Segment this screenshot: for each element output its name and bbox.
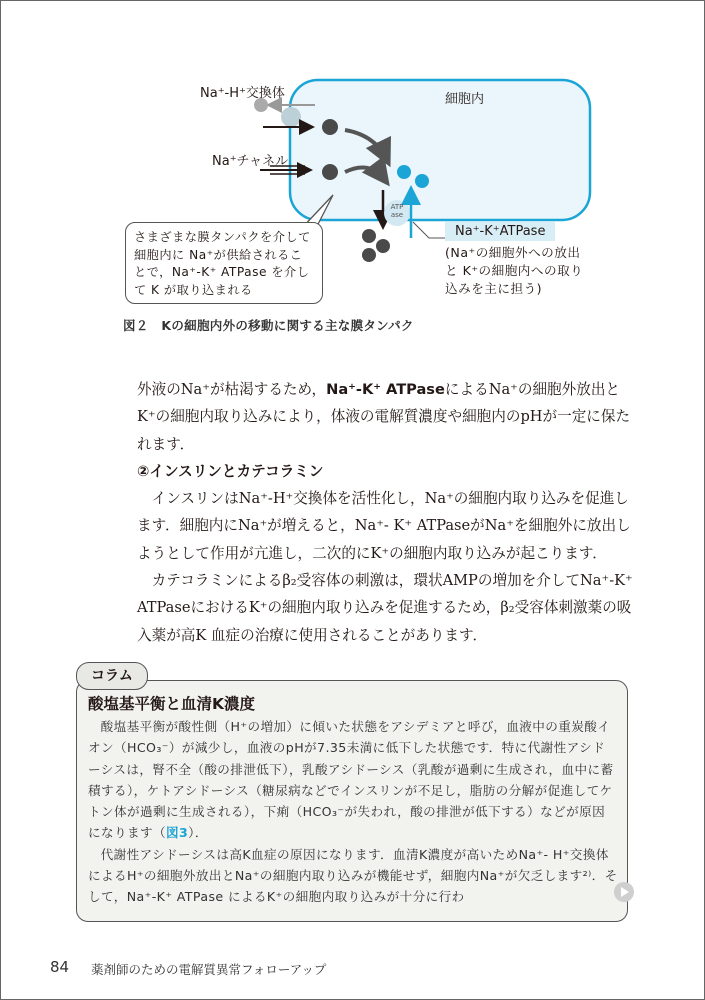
body-text bbox=[137, 376, 637, 649]
column-paragraph-1 bbox=[88, 716, 618, 844]
cell-membrane bbox=[290, 80, 590, 220]
na-ion-1 bbox=[322, 119, 338, 135]
section-subheading: ②インスリンとカテコラミン bbox=[137, 462, 324, 480]
column-text bbox=[88, 716, 618, 908]
k-ion-1 bbox=[397, 165, 411, 179]
book-title: 薬剤師のための電解質異常フォローアップ bbox=[91, 962, 327, 977]
page-number: 84 bbox=[50, 958, 70, 976]
na-ion-out-2 bbox=[376, 239, 390, 253]
atpase-short-label: ATP ase bbox=[390, 203, 404, 219]
p1-text-c: によるNa⁺の細胞外放出とK⁺の細胞内取り込みにより，体液の電解質濃度や細胞内のpHが一定に保たれます． bbox=[137, 381, 631, 453]
exchanger-label: Na⁺-H⁺交換体 bbox=[200, 86, 285, 101]
paragraph-2: インスリンはNa⁺-H⁺交換体を活性化し，Na⁺の細胞内取り込みを促進します．細胞内にNa⁺が増えると，Na⁺- K⁺ ATPaseがNa⁺を細胞外に放出しようとして作用が亢進し，二次的にK⁺の細胞内取り込みが起こります． bbox=[137, 490, 631, 562]
column-p1-end: ）． bbox=[188, 825, 208, 841]
figure-3-link[interactable]: 図3 bbox=[165, 825, 189, 841]
k-ion-2 bbox=[415, 174, 429, 188]
column-title: 酸塩基平衡と血清K濃度 bbox=[88, 695, 256, 713]
column-p1-text: 酸塩基平衡が酸性側（H⁺の増加）に傾いた状態をアシデミアと呼び，血液中の重炭酸イオン（HCO₃⁻）が減少し，血液のpHが7.35未満に低下した状態です．特に代謝性アシドーシスは，腎不全（酸の排泄低下），乳酸アシドーシス（乳酸が過剰に生成され，血中に蓄積する），ケトアシドーシス（糖尿病などでインスリンが不足し，脂肪の分解が促進してケトン体が過剰に生成される），下痢（HCO₃⁻が失われ，酸の排泄が低下する）などが原因になります（ bbox=[88, 719, 614, 841]
paragraph-3: カテコラミンによるβ₂受容体の刺激は，環状AMPの増加を介してNa⁺-K⁺ ATPaseにおけるK⁺の細胞内取り込みを促進するため，β₂受容体刺激薬の吸入薬が高K 血症の治療に使用されることがあります． bbox=[137, 572, 633, 644]
callout-note: さまざまな膜タンパクを介して細胞内に Na⁺が供給されることで，Na⁺-K⁺ ATPase を介して K が取り込まれる bbox=[125, 222, 323, 304]
p1-emphasis: Na⁺-K⁺ ATPase bbox=[326, 381, 445, 398]
paragraph-1 bbox=[137, 376, 637, 458]
atpase-tag: Na⁺-K⁺ATPase bbox=[445, 222, 555, 241]
channel-label: Na⁺チャネル bbox=[212, 154, 289, 169]
column-tab: コラム bbox=[76, 662, 148, 690]
play-next-icon[interactable] bbox=[614, 882, 634, 902]
figure-caption: 図２ Kの細胞内外の移動に関する主な膜タンパク bbox=[123, 318, 414, 333]
atpase-description: (Na⁺の細胞外への放出と K⁺の細胞内への取り込みを主に担う) bbox=[445, 245, 584, 296]
intracellular-label: 細胞内 bbox=[445, 92, 485, 107]
p1-text-a: 外液のNa⁺が枯渇するため， bbox=[137, 381, 327, 398]
na-ion-out-1 bbox=[362, 229, 376, 243]
na-ion-2 bbox=[322, 164, 338, 180]
figure-2-diagram bbox=[115, 70, 615, 315]
column-paragraph-2: 代謝性アシドーシスは高K血症の原因になります．血清K濃度が高いためNa⁺- H⁺交換体によるH⁺の細胞外放出とNa⁺の細胞内取り込みが機能せず，細胞内Na⁺が欠乏します²⁾．そして，Na⁺-K⁺ ATPase によるK⁺の細胞内取り込みが十分に行わ bbox=[88, 846, 618, 905]
exchanger-protein bbox=[281, 107, 301, 127]
na-ion-out-3 bbox=[362, 248, 376, 262]
